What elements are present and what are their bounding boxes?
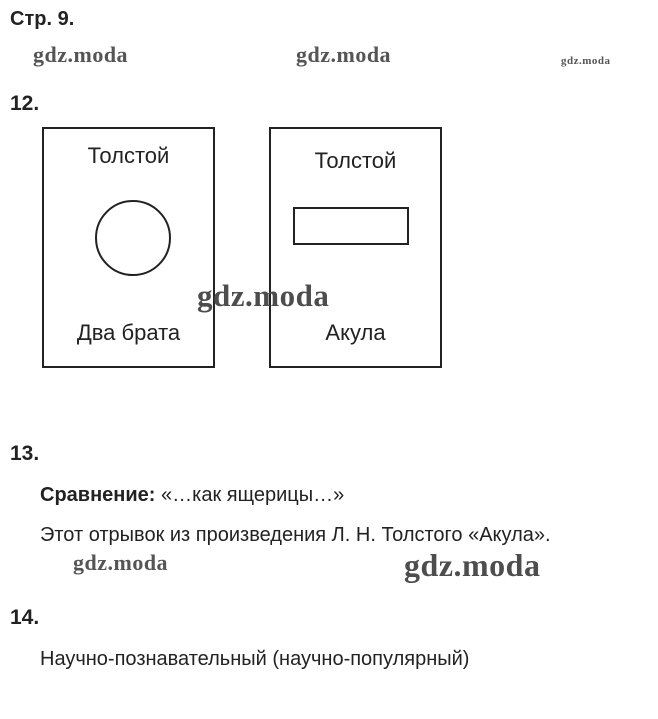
card-author: Толстой: [87, 143, 170, 168]
watermark: gdz.moda: [404, 547, 541, 583]
card-title: Акула: [325, 320, 386, 345]
task-13-number: 13.: [10, 442, 40, 465]
comparison-value: «…как ящерицы…»: [161, 484, 345, 506]
watermark: gdz.moda: [73, 550, 169, 575]
book-card-akula: [269, 127, 442, 368]
watermark: gdz.moda: [296, 42, 392, 67]
watermark: gdz.moda: [561, 55, 611, 67]
book-card-dva-brata: [42, 127, 215, 368]
circle-shape: [95, 200, 171, 276]
comparison-label: Сравнение:: [40, 484, 156, 506]
page-label: Стр. 9.: [10, 8, 75, 30]
watermark: gdz.moda: [33, 42, 129, 67]
task-13-answer: Этот отрывок из произведения Л. Н. Толстого «Акула».: [40, 524, 551, 546]
rectangle-shape: [293, 207, 409, 245]
card-title: Два брата: [76, 320, 181, 345]
task-12-number: 12.: [10, 92, 40, 115]
task-14-number: 14.: [10, 606, 40, 629]
comparison-line: [40, 484, 344, 507]
watermark: gdz.moda: [197, 278, 330, 313]
task-14-answer: Научно-познавательный (научно-популярный): [40, 648, 470, 670]
card-author: Толстой: [314, 148, 397, 173]
